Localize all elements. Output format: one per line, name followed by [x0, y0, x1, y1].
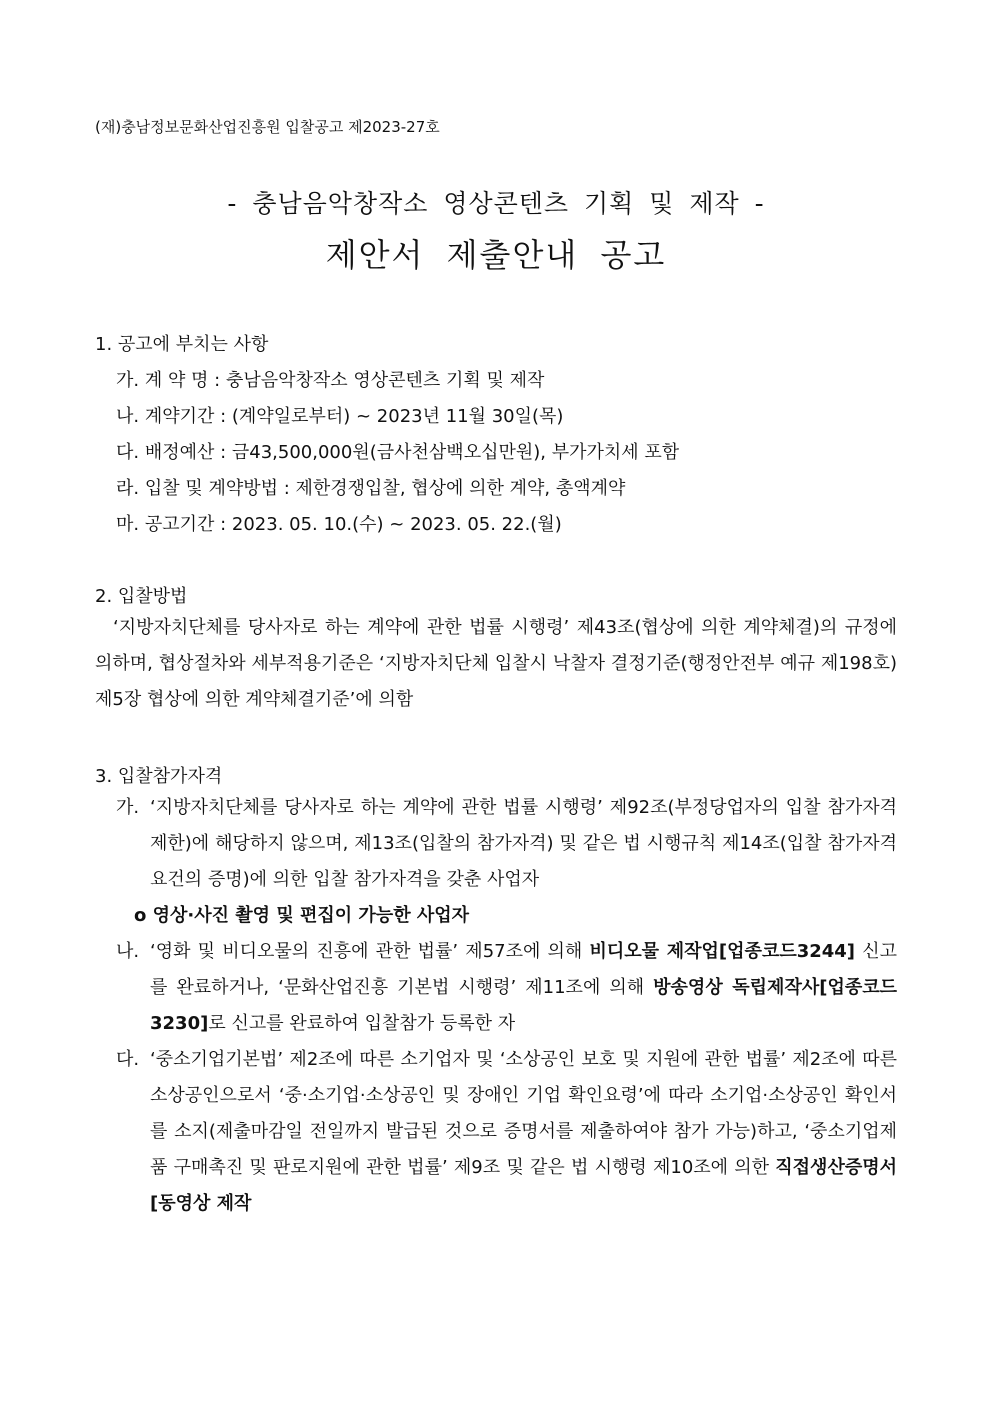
section-2-heading: 2. 입찰방법 [95, 586, 188, 607]
notice-number: (재)충남정보문화산업진흥원 입찰공고 제2023-27호 [95, 118, 440, 136]
list-item [116, 1042, 897, 1222]
list-item [116, 790, 897, 898]
section-1-item: 라. 입찰 및 계약방법 : 제한경쟁입찰, 협상에 의한 계약, 총액계약 [116, 478, 626, 499]
list-marker: 나. [116, 941, 140, 962]
bold-text: 비디오물 제작업[업종코드3244] [589, 941, 856, 962]
section-1-item: 다. 배정예산 : 금43,500,000원(금사천삼백오십만원), 부가가치세 포함 [116, 442, 680, 463]
list-item-text: 신고를 완료하거나, ‘문화산업진흥 기본법 시행령’ 제11조에 의해 [150, 941, 897, 998]
document-subtitle: - 충남음악창작소 영상콘텐츠 기획 및 제작 - [227, 189, 765, 218]
section-3-list [116, 790, 897, 1222]
document-title: 제안서 제출안내 공고 [325, 236, 667, 274]
section-1-heading: 1. 공고에 부치는 사항 [95, 334, 269, 355]
section-2-body: ‘지방자치단체를 당사자로 하는 계약에 관한 법률 시행령’ 제43조(협상에 의한 계약체결)의 규정에 의하며, 협상절차와 세부적용기준은 ‘지방자치단체 입찰시 낙찰자 결정기준(행정안전부 예규 제198호) 제5장 협상에 의한 계약체결기준’에 의함 [95, 617, 897, 710]
section-1-item: 나. 계약기간 : (계약일로부터) ~ 2023년 11월 30일(목) [116, 406, 564, 427]
sub-item: o 영상·사진 촬영 및 편집이 가능한 사업자 [134, 905, 470, 926]
section-3-heading: 3. 입찰참가자격 [95, 766, 223, 787]
list-item-text: ‘영화 및 비디오물의 진흥에 관한 법률’ 제57조에 의해 [150, 941, 590, 962]
list-item [116, 934, 897, 1042]
section-1-item: 마. 공고기간 : 2023. 05. 10.(수) ~ 2023. 05. 22.(월) [116, 514, 562, 535]
list-item-text: ‘지방자치단체를 당사자로 하는 계약에 관한 법률 시행령’ 제92조(부정당업자의 입찰 참가자격 제한)에 해당하지 않으며, 제13조(입찰의 참가자격) 및 같은 법 시행규칙 제14조(입찰 참가자격 요건의 증명)에 의한 입찰 참가자격을 갖춘 사업자 [150, 797, 897, 890]
bold-text: 방송영상 독립제작사[업종코드 3230] [150, 977, 897, 1034]
list-marker: 다. [116, 1049, 140, 1070]
section-1-item: 가. 계 약 명 : 충남음악창작소 영상콘텐츠 기획 및 제작 [116, 370, 545, 391]
list-marker: 가. [116, 797, 140, 818]
bold-text: 직접생산증명서[동영상 제작 [150, 1157, 897, 1214]
list-item-text: ‘중소기업기본법’ 제2조에 따른 소기업자 및 ‘소상공인 보호 및 지원에 관한 법률’ 제2조에 따른 소상공인으로서 ‘중·소기업·소상공인 및 장애인 기업 확인요령’에 따라 소기업·소상공인 확인서를 소지(제출마감일 전일까지 발급된 것으로 증명서를 제출하여야 참가 가능)하고, ‘중소기업제품 구매촉진 및 판로지원에 관한 법률’ 제9조 및 같은 법 시행령 제10조에 의한 [150, 1049, 897, 1178]
list-item-text: 로 신고를 완료하여 입찰참가 등록한 자 [208, 1013, 516, 1034]
